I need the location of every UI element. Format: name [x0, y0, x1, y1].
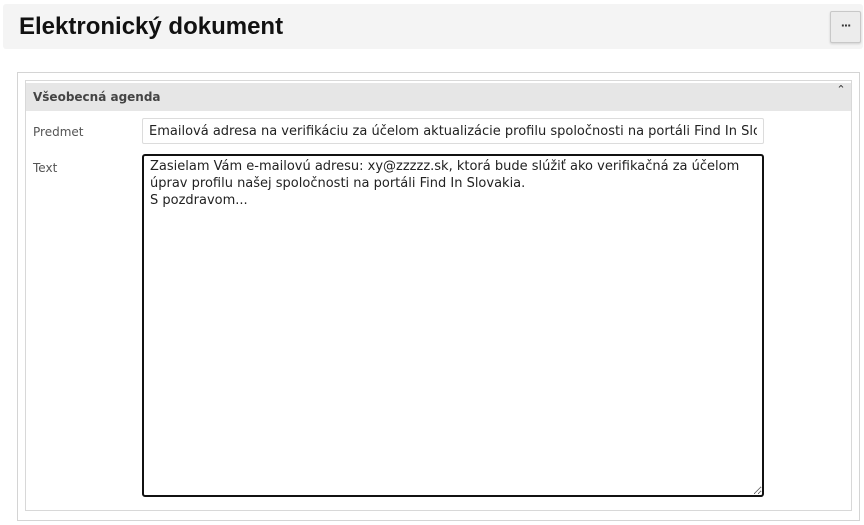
document-frame	[17, 72, 860, 521]
text-label: Text	[33, 161, 58, 175]
chevron-up-icon[interactable]: ⌃	[836, 83, 846, 96]
section-title: Všeobecná agenda	[33, 90, 161, 104]
subject-label: Predmet	[33, 125, 84, 139]
general-agenda-section	[25, 80, 852, 511]
text-textarea[interactable]	[142, 154, 764, 497]
ellipsis-icon: ···	[840, 19, 851, 32]
more-options-button[interactable]	[830, 11, 861, 43]
page-title: Elektronický dokument	[19, 13, 284, 40]
page-header	[3, 4, 863, 49]
section-header[interactable]	[26, 83, 851, 111]
subject-input[interactable]	[142, 118, 764, 144]
